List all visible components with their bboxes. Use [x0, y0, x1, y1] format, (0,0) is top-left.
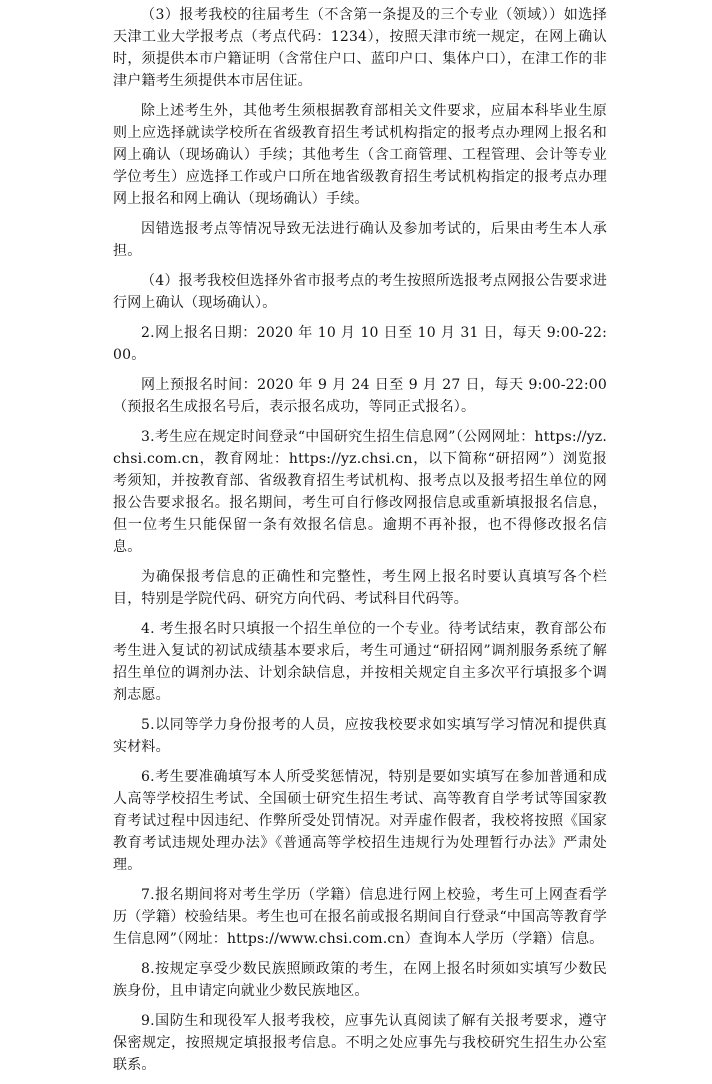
paragraph-other-candidates: 除上述考生外，其他考生须根据教育部相关文件要求，应届本科毕业生原则上应选择就读学校所在省级教育招生考试机构指定的报考点办理网上报名和网上确认（现场确认）手续；其他考生（含工商管理、工程管理、会计等专业学位考生）应选择工作或户口所在地省级教育招生考试机构指定的报考点办理网上报名和网上确认（现场确认）手续。 [113, 103, 607, 207]
paragraph-pre-registration-dates: 网上预报名时间：2020 年 9 月 24 日至 9 月 27 日，每天 9:00-22:00（预报名生成报名号后，表示报名成功，等同正式报名）。 [113, 377, 607, 415]
paragraph-login-instructions: 3.考生应在规定时间登录“中国研究生招生信息网”（公网网址：https://yz.chsi.com.cn，教育网址：https://yz.chsi.cn，以下简称“研招网”）浏览报考须知，并按教育部、省级教育招生考试机构、报考点以及报考招生单位的网报公告要求报名。报名期间，考生可自行修改网报信息或重新填报报名信息，但一位考生只能保留一条有效报名信息。逾期不再补报，也不得修改报名信息。 [113, 429, 607, 555]
paragraph-4-other-province-site: （4）报考我校但选择外省市报考点的考生按照所选报考点网报公告要求进行网上确认（现场确认）。 [113, 273, 607, 311]
paragraph-military-candidates: 9.国防生和现役军人报考我校，应事先认真阅读了解有关报考要求，遵守保密规定，按照规定填报报考信息。不明之处应事先与我校研究生招生办公室联系。 [113, 1013, 607, 1073]
paragraph-3-local-exam-site: （3）报考我校的往届考生（不含第一条提及的三个专业（领域））如选择天津工业大学报考点（考点代码：1234），按照天津市统一规定，在网上确认时，须提供本市户籍证明（含常住户口、蓝印户口、集体户口），在津工作的非津户籍考生须提供本市居住证。 [113, 7, 607, 89]
paragraph-accuracy-requirement: 为确保报考信息的正确性和完整性，考生网上报名时要认真填写各个栏目，特别是学院代码、研究方向代码、考试科目代码等。 [113, 569, 607, 607]
paragraph-ethnic-minority: 8.按规定享受少数民族照顾政策的考生，在网上报名时须如实填写少数民族身份，且申请定向就业少数民族地区。 [113, 961, 607, 999]
paragraph-single-major: 4. 考生报名时只填报一个招生单位的一个专业。待考试结束，教育部公布考生进入复试的初试成绩基本要求后，考生可通过“研招网”调剂服务系统了解招生单位的调剂办法、计划余缺信息，并按相关规定自主多次平行填报多个调剂志愿。 [113, 621, 607, 703]
paragraph-education-verification: 7.报名期间将对考生学历（学籍）信息进行网上校验，考生可上网查看学历（学籍）校验结果。考生也可在报名前或报名期间自行登录“中国高等教育学生信息网”（网址：https://www.chsi.com.cn）查询本人学历（学籍）信息。 [113, 887, 607, 947]
paragraph-online-registration-dates: 2.网上报名日期：2020 年 10 月 10 日至 10 月 31 日，每天 9:00-22:00。 [113, 325, 607, 363]
document-page [113, 4, 607, 1084]
paragraph-wrong-site-consequence: 因错选报考点等情况导致无法进行确认及参加考试的，后果由考生本人承担。 [113, 221, 607, 259]
paragraph-rewards-punishments: 6.考生要准确填写本人所受奖惩情况，特别是要如实填写在参加普通和成人高等学校招生考试、全国硕士研究生招生考试、高等教育自学考试等国家教育考试过程中因违纪、作弊所受处罚情况。对弄虚作假者，我校将按照《国家教育考试违规处理办法》《普通高等学校招生违规行为处理暂行办法》严肃处理。 [113, 769, 607, 873]
paragraph-equivalent-education: 5.以同等学力身份报考的人员，应按我校要求如实填写学习情况和提供真实材料。 [113, 717, 607, 755]
